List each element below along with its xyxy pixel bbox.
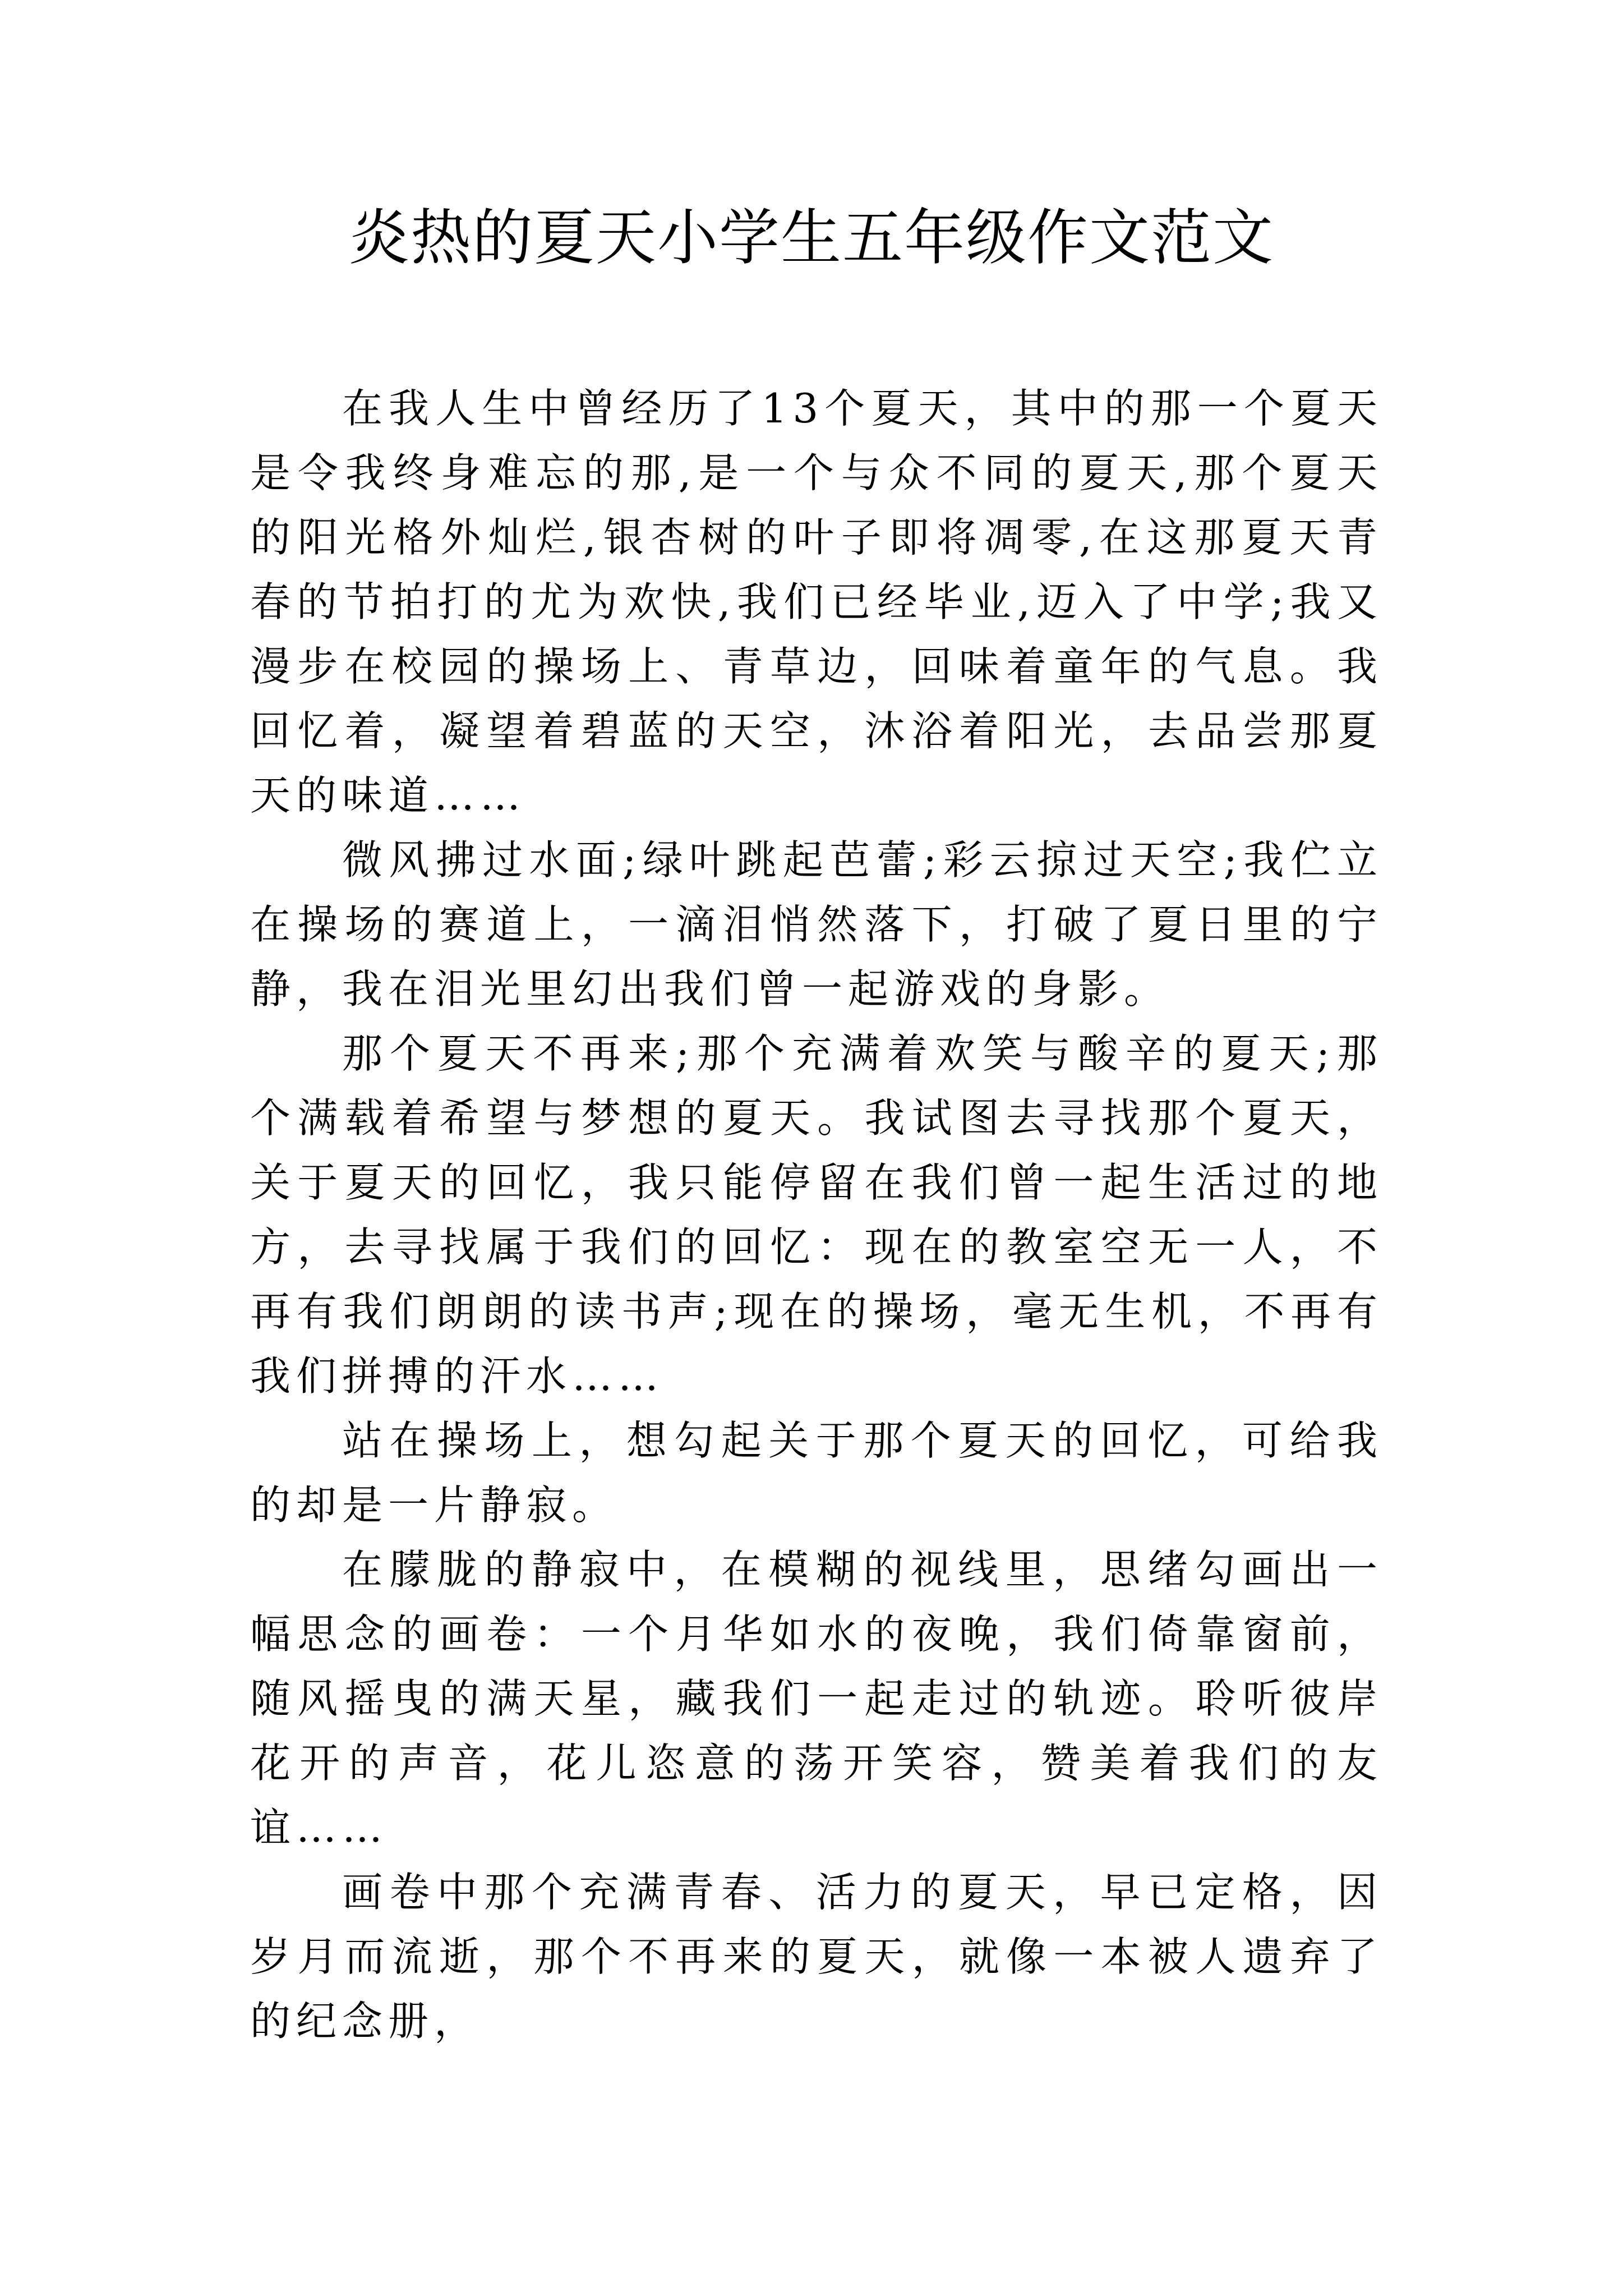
document-body — [250, 376, 1383, 2054]
paragraph-1: 在我人生中曾经历了13个夏天，其中的那一个夏天是令我终身难忘的那,是一个与众不同的夏天,那个夏天的阳光格外灿烂,银杏树的叶子即将凋零,在这那夏天青春的节拍打的尤为欢快,我们已经毕业,迈入了中学;我又漫步在校园的操场上、青草边，回味着童年的气息。我回忆着，凝望着碧蓝的天空，沐浴着阳光，去品尝那夏天的味道…… — [250, 385, 1383, 819]
paragraph-3: 那个夏天不再来;那个充满着欢笑与酸辛的夏天;那个满载着希望与梦想的夏天。我试图去寻找那个夏天，关于夏天的回忆，我只能停留在我们曾一起生活过的地方，去寻找属于我们的回忆：现在的教室空无一人，不再有我们朗朗的读书声;现在的操场，毫无生机，不再有我们拼搏的汗水…… — [250, 1030, 1383, 1400]
document-title: 炎热的夏天小学生五年级作文范文 — [348, 203, 1274, 273]
paragraph-2: 微风拂过水面;绿叶跳起芭蕾;彩云掠过天空;我伫立在操场的赛道上，一滴泪悄然落下，打破了夏日里的宁静，我在泪光里幻出我们曾一起游戏的身影。 — [250, 836, 1383, 1013]
paragraph-5: 在朦胧的静寂中，在模糊的视线里，思绪勾画出一幅思念的画卷：一个月华如水的夜晚，我们倚靠窗前，随风摇曳的满天星，藏我们一起走过的轨迹。聆听彼岸花开的声音，花儿恣意的荡开笑容，赞美着我们的友谊…… — [250, 1546, 1383, 1851]
paragraph-6: 画卷中那个充满青春、活力的夏天，早已定格，因岁月而流逝，那个不再来的夏天，就像一本被人遗弃了的纪念册， — [250, 1869, 1383, 2045]
paragraph-4: 站在操场上，想勾起关于那个夏天的回忆，可给我的却是一片静寂。 — [250, 1417, 1383, 1529]
